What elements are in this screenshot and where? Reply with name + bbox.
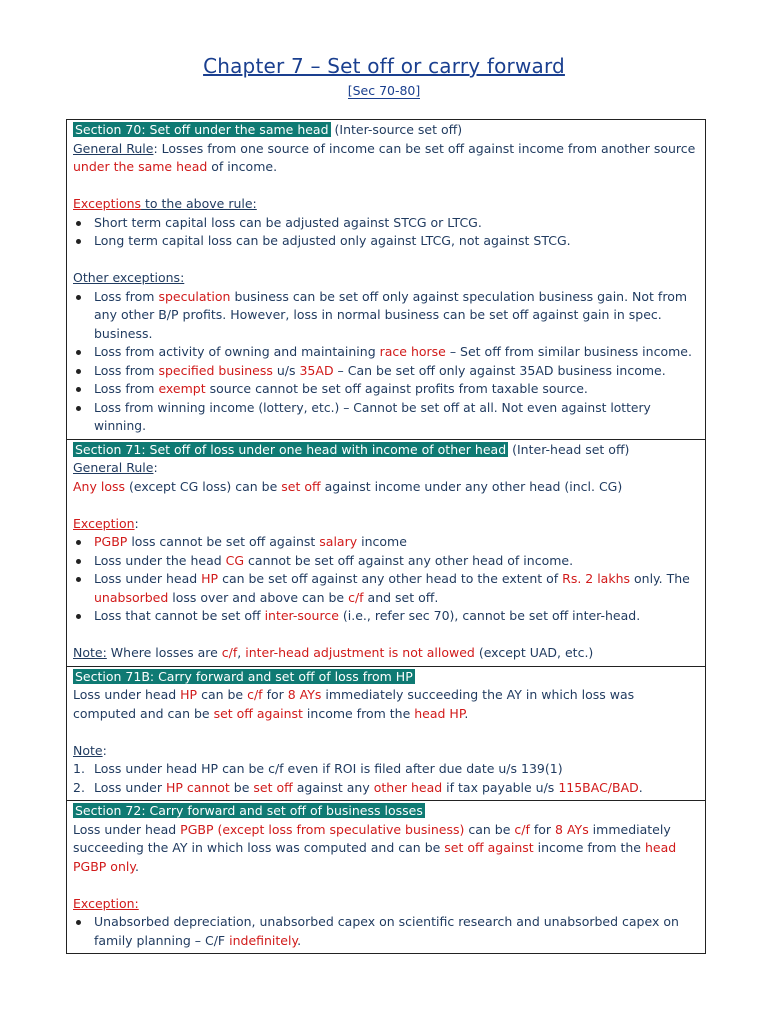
text: Loss under head HP can be c/f even if ROI is filed after due date u/s 139(1) [94, 761, 563, 776]
text: . [464, 705, 469, 721]
text-red: inter-source [264, 608, 339, 623]
other-exceptions-list [73, 288, 699, 436]
text: immediately succeeding the AY in which loss was computed and can be [73, 821, 671, 855]
text-red: PGBP (except loss from speculative business) [180, 821, 465, 837]
list-item [73, 288, 699, 344]
section-72-header: Section 72: Carry forward and set off of business losses [75, 803, 423, 818]
text: be [229, 779, 254, 795]
text-red: c/f [514, 821, 530, 837]
item-number: 1. [73, 761, 85, 776]
text: can be set off against any other head to the extent of [218, 571, 563, 586]
general-rule-label: General Rule [73, 460, 154, 475]
general-rule [73, 140, 699, 177]
text-red: set off [281, 478, 321, 494]
text-red: 8 AYs [555, 821, 589, 837]
text: (i.e., refer sec 70), cannot be set off inter-head. [338, 608, 641, 623]
text: immediately succeeding the AY in which loss was computed and can be [73, 687, 635, 721]
page-title: Chapter 7 – Set off or carry forward [203, 54, 565, 78]
text: can be [464, 821, 515, 837]
note-label: Note: [73, 645, 107, 660]
text: for [529, 821, 556, 837]
text: can be [197, 687, 248, 702]
section-72 [67, 800, 705, 953]
colon: : [134, 515, 139, 531]
list-item: Long term capital loss can be adjusted only against LTCG, not against STCG. [73, 232, 699, 251]
text-red: head HP [414, 705, 465, 721]
text-red: HP [180, 687, 198, 702]
text-red: set off [253, 779, 293, 795]
list-item [73, 380, 699, 399]
note [73, 644, 699, 663]
general-rule-text: : Losses from one source of income can be set off against income from another source [153, 140, 696, 156]
section-71b-header: Section 71B: Carry forward and set off of loss from HP [75, 668, 413, 684]
exceptions-rest: to the above rule: [141, 196, 257, 211]
text-red: HP [201, 571, 219, 586]
text-red: inter-head adjustment is not allowed [245, 645, 475, 660]
text-red: speculation [158, 288, 231, 304]
text-red: salary [319, 534, 358, 549]
text: income [357, 534, 407, 549]
text: u/s [272, 362, 300, 378]
text: (except CG loss) can be [125, 478, 282, 494]
text: Loss under head [73, 821, 181, 837]
text: Loss under head [94, 571, 202, 586]
text: Unabsorbed depreciation, unabsorbed capex on scientific research and unabsorbed capex on family planning – C/F [94, 914, 679, 948]
text-red: head PGBP only [73, 840, 677, 874]
section-71 [67, 439, 705, 666]
text: . [134, 858, 139, 874]
text: Loss from activity of owning and maintaining [94, 344, 380, 359]
text: . [638, 779, 643, 795]
text: . [297, 932, 302, 948]
section-70-header: Section 70: Set off under the same head [75, 122, 329, 137]
text-red: unabsorbed [94, 589, 169, 605]
text-red: exempt [158, 381, 206, 396]
text: income from the [302, 705, 415, 721]
colon: : [102, 742, 107, 758]
page-subtitle [0, 83, 768, 98]
list-item [73, 607, 699, 626]
list-item [73, 343, 699, 362]
list-item [73, 533, 699, 552]
text: income from the [533, 840, 645, 855]
text: loss cannot be set off against [127, 534, 320, 549]
section-71-header-tail: (Inter-head set off) [508, 441, 630, 457]
list-item: Short term capital loss can be adjusted against STCG or LTCG. [73, 214, 699, 233]
item-number: 2. [73, 779, 85, 795]
text: against income under any other head (incl. CG) [320, 478, 623, 494]
text: Loss that cannot be set off [94, 608, 265, 623]
list-item [73, 570, 699, 607]
general-rule-end: of income. [207, 159, 278, 174]
text-red: c/f [348, 589, 364, 605]
note-list [73, 760, 699, 797]
text: loss over and above can be [168, 589, 349, 605]
section-70-header-tail: (Inter-source set off) [330, 122, 463, 137]
text: source cannot be set off against profits from taxable source. [205, 381, 588, 396]
list-item [73, 552, 699, 571]
text-red: c/f [247, 687, 263, 702]
list-item [73, 362, 699, 381]
exceptions-red: Exceptions [73, 196, 142, 211]
content-table [66, 119, 706, 954]
section-71b [67, 666, 705, 801]
text-red: specified business [158, 362, 273, 378]
text: only. The [630, 571, 690, 586]
exceptions-list [73, 533, 699, 626]
list-item [73, 779, 699, 798]
list-item [73, 913, 699, 950]
text-red: c/f [221, 645, 238, 660]
section-70 [67, 120, 705, 439]
text-red: 8 AYs [287, 687, 322, 702]
text: – Can be set off only against 35AD business income. [333, 362, 666, 378]
text: Loss under [94, 779, 166, 795]
exceptions-list [73, 214, 699, 251]
other-exceptions-heading: Other exceptions: [73, 270, 185, 285]
text-red: Rs. 2 lakhs [562, 571, 631, 586]
list-item: Loss from winning income (lottery, etc.) – Cannot be set off at all. Not even against lottery winning. [73, 399, 699, 436]
text: (except UAD, etc.) [474, 645, 594, 660]
text-red: PGBP [94, 534, 128, 549]
exceptions-heading [73, 195, 699, 214]
text: against any [292, 779, 374, 795]
text: cannot be set off against any other head of income. [244, 552, 574, 568]
exception-label: Exception: [73, 895, 139, 911]
text: Loss from [94, 362, 159, 378]
general-rule-text [73, 478, 699, 497]
section-71b-text [73, 686, 699, 723]
text: Loss under head [73, 687, 181, 702]
text: Loss from [94, 381, 159, 396]
subtitle-text: [Sec 70-80] [347, 83, 421, 98]
text: , [237, 645, 246, 660]
text-red: 35AD [299, 362, 334, 378]
general-rule-red: under the same head [73, 159, 208, 174]
text: if tax payable u/s [442, 779, 559, 795]
exceptions-list [73, 913, 699, 950]
text-red: set off against [213, 705, 303, 721]
text-red: Any loss [73, 478, 125, 494]
text-red: CG [225, 552, 245, 568]
text-red: indefinitely [229, 932, 298, 948]
text: and set off. [363, 589, 439, 605]
text-red: other head [373, 779, 443, 795]
note-label: Note [73, 742, 103, 758]
section-71-header: Section 71: Set off of loss under one head with income of other head [75, 441, 507, 457]
exception-label: Exception [73, 515, 135, 531]
text: for [262, 687, 288, 702]
colon: : [153, 460, 158, 475]
text-red: 115BAC/BAD [558, 779, 639, 795]
text: Loss under the head [94, 552, 226, 568]
general-rule-label: General Rule [73, 140, 154, 156]
text: Where losses are [106, 645, 222, 660]
text-red: HP cannot [165, 779, 230, 795]
list-item [73, 760, 699, 779]
text: Loss from [94, 288, 159, 304]
text: business can be set off only against speculation business gain. Not from any other B/P profits. However, loss in normal business can be set off against gain in spec. business. [94, 288, 688, 341]
text-red: race horse [379, 344, 446, 359]
text: – Set off from similar business income. [445, 344, 692, 359]
section-72-text [73, 821, 699, 877]
text-red: set off against [444, 840, 534, 855]
